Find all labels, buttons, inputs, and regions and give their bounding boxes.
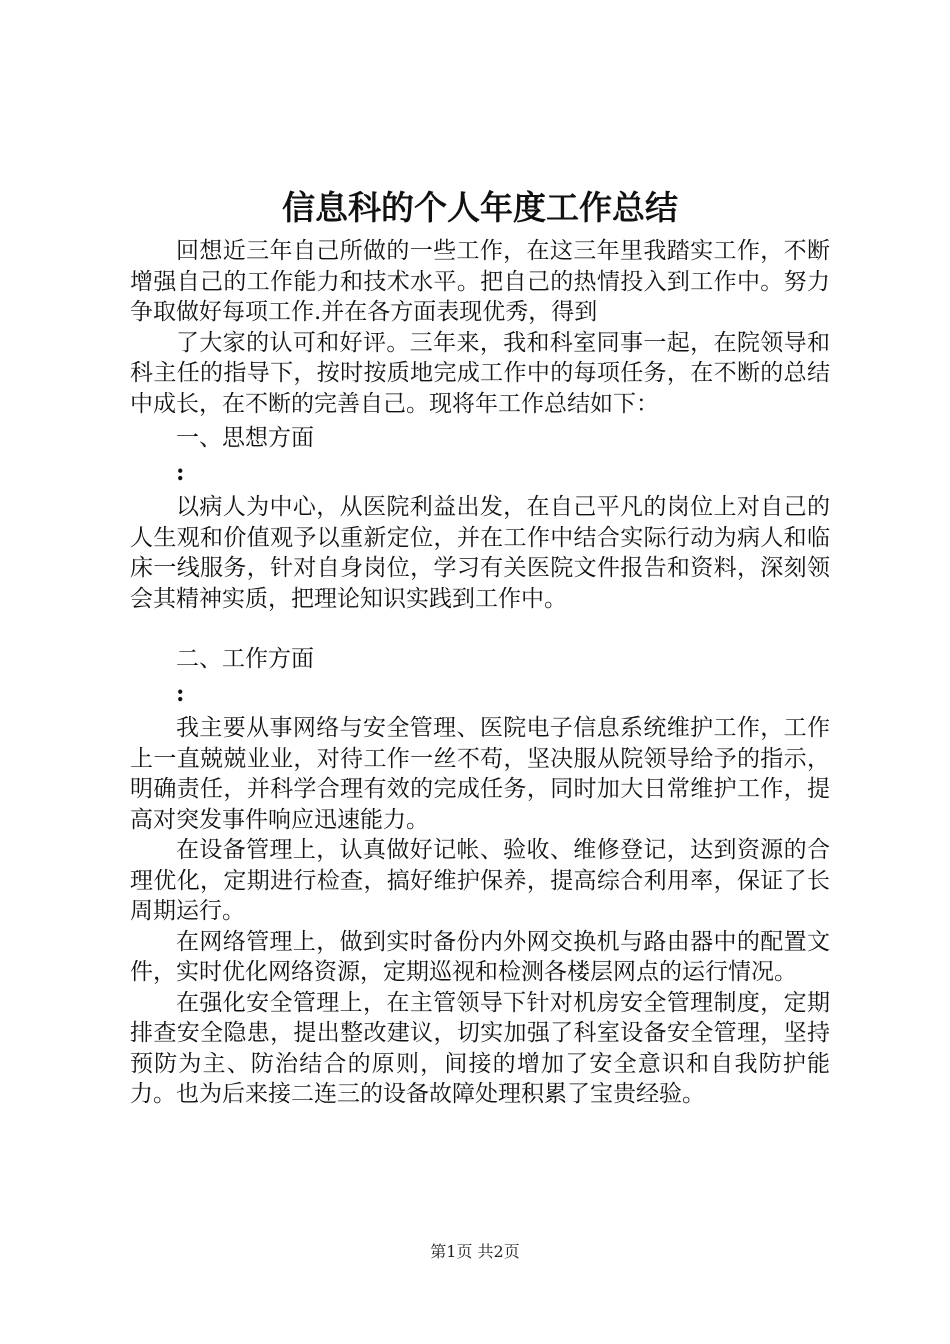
section-work-paragraph-4: 在强化安全管理上，在主管领导下针对机房安全管理制度，定期排查安全隐患，提出整改建议，切实加强了科室设备安全管理，坚持预防为主、防治结合的原则，间接的增加了安全意识和自我防护能力。也为后来接二连三的设备故障处理积累了宝贵经验。 — [130, 989, 830, 1107]
section-colon: : — [176, 458, 185, 486]
section-heading-work: 二、工作方面 — [176, 646, 314, 672]
section-thought-body: 以病人为中心，从医院利益出发，在自己平凡的岗位上对自己的人生观和价值观予以重新定位，并在工作中结合实际行动为病人和临床一线服务，针对自身岗位，学习有关医院文件报告和资料，深刻领会其精神实质，把理论知识实践到工作中。 — [130, 494, 830, 612]
document-body — [130, 236, 830, 1110]
section-work-paragraph-1: 我主要从事网络与安全管理、医院电子信息系统维护工作，工作上一直兢兢业业，对待工作一丝不苟，坚决服从院领导给予的指示，明确责任，并科学合理有效的完成任务，同时加大日常维护工作，提高对突发事件响应迅速能力。 — [130, 715, 830, 833]
section-work-paragraph-3: 在网络管理上，做到实时备份内外网交换机与路由器中的配置文件，实时优化网络资源，定期巡视和检测各楼层网点的运行情况。 — [130, 928, 830, 985]
document-page — [130, 0, 830, 1344]
section-work-paragraph-2: 在设备管理上，认真做好记帐、验收、维修登记，达到资源的合理优化，定期进行检查，搞好维护保养，提高综合利用率，保证了长周期运行。 — [130, 837, 830, 924]
document-title: 信息科的个人年度工作总结 — [282, 188, 678, 227]
page-footer: 第1页 共2页 — [430, 1242, 520, 1261]
intro-paragraph-2: 了大家的认可和好评。三年来，我和科室同事一起，在院领导和科主任的指导下，按时按质地完成工作中的每项任务，在不断的总结中成长，在不断的完善自己。现将年工作总结如下： — [130, 329, 830, 417]
spacer — [130, 614, 830, 644]
section-colon: : — [176, 679, 185, 707]
section-heading-thought: 一、思想方面 — [176, 425, 314, 451]
intro-paragraph-1: 回想近三年自己所做的一些工作，在这三年里我踏实工作，不断增强自己的工作能力和技术水平。把自己的热情投入到工作中。努力争取做好每项工作.并在各方面表现优秀，得到 — [130, 238, 830, 325]
